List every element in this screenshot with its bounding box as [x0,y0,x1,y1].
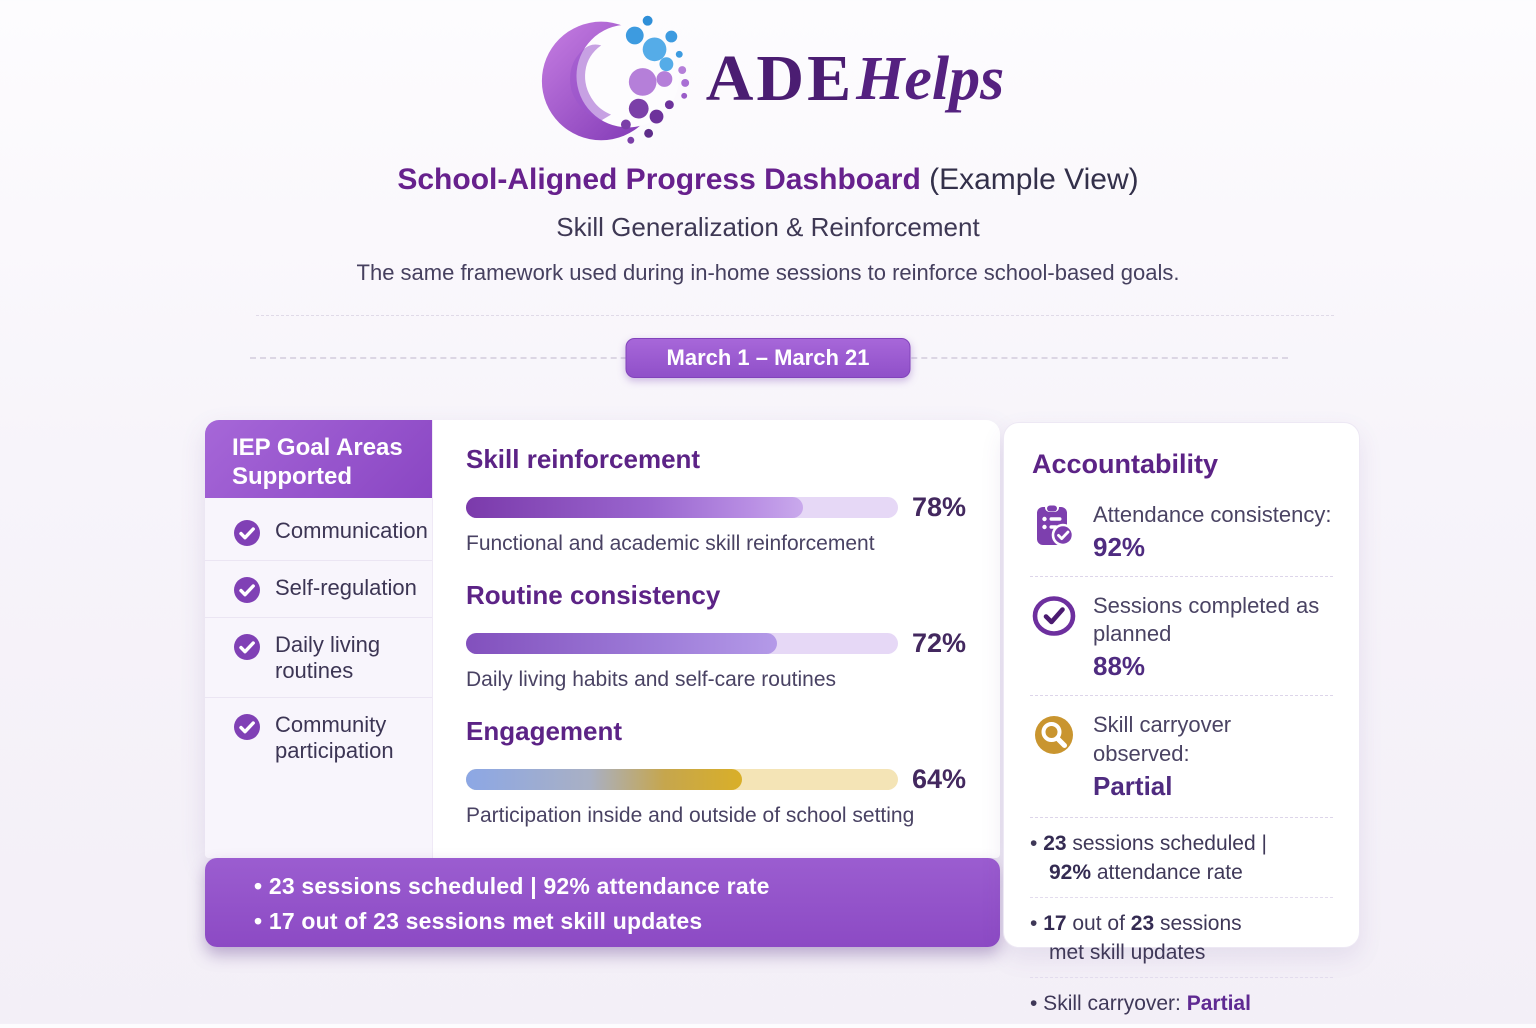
stat-item [1030,576,1333,695]
summary-footer-bar [205,858,1000,947]
metric-caption: Functional and academic skill reinforcement [466,532,875,555]
stat-label: Skill carryover observed: [1093,712,1232,766]
circle-check-icon [1030,592,1078,640]
stat-text [1093,592,1333,682]
progress-bar-row [466,492,966,523]
progress-percent: 64% [911,764,966,794]
progress-bar-track [466,497,898,518]
check-icon [233,633,261,661]
accountability-stats [1030,486,1333,815]
bullet-item [1030,897,1333,977]
stat-value: 92% [1093,532,1146,563]
metric-caption: Daily living habits and self-care routines [466,668,837,691]
face-dots-logo-icon [532,9,700,149]
accountability-title: Accountability [1032,449,1219,479]
goal-item [205,560,432,617]
date-range-row [0,338,1536,380]
sidebar-title: IEP Goal Areas Supported [205,420,432,498]
bullet-item [1030,977,1333,1028]
footer-line-2: • 17 out of 23 sessions met skill updates [254,908,703,934]
metric-block [466,706,966,842]
accountability-bullets [1030,817,1333,1028]
progress-bar-fill [466,497,803,518]
stat-label: Sessions completed as planned [1093,593,1320,647]
footer-line-1: • 23 sessions scheduled | 92% attendance rate [254,873,770,899]
progress-bar-row [466,764,966,795]
bullet-text: • 17 out of 23 sessions met skill updates [1030,911,1242,964]
metric-title: Routine consistency [466,580,721,610]
progress-card [205,420,1000,858]
check-icon [233,576,261,604]
metric-block [466,570,966,706]
goal-list [205,498,432,777]
metric-caption: Participation inside and outside of school setting [466,804,915,827]
metric-block [466,434,966,570]
stat-item [1030,695,1333,814]
progress-bar-fill [466,769,742,790]
stat-text [1093,501,1333,563]
metric-title: Skill reinforcement [466,444,701,474]
accountability-card [1003,422,1360,1015]
stat-label: Attendance consistency: [1093,502,1332,527]
date-range-badge: March 1 – March 21 [626,338,911,378]
check-icon [233,519,261,547]
progress-bar-track [466,633,898,654]
progress-bar-track [466,769,898,790]
metrics-panel [432,420,1000,858]
brand-logo [0,6,1536,152]
goal-label: Self-regulation [275,575,417,600]
progress-percent: 72% [911,628,966,658]
goal-label: Daily living routines [275,632,381,683]
check-icon [233,713,261,741]
stat-value: Partial [1093,770,1173,801]
magnifier-icon [1030,711,1078,759]
brand-name-serif: ADE [705,42,855,115]
page-title [0,163,1536,197]
goal-label: Communication [275,518,428,543]
page-description: The same framework used during in-home sessions to reinforce school-based goals. [356,260,1180,285]
stat-text [1093,711,1333,801]
divider-line [256,315,1334,316]
progress-percent: 78% [911,492,966,522]
goal-label: Community participation [275,711,394,763]
goal-item [205,617,432,697]
page-title-main: School-Aligned Progress Dashboard [397,163,921,196]
stat-value: 88% [1093,651,1146,682]
page-subtitle: Skill Generalization & Reinforcement [556,212,980,242]
bullet-text: • 23 sessions scheduled | 92% attendance rate [1030,831,1267,884]
bullet-text: • Skill carryover: Partial [1030,991,1251,1015]
progress-bar-fill [466,633,777,654]
goal-item [205,697,432,777]
brand-name-script: Helps [856,45,1005,113]
progress-bar-row [466,628,966,659]
bullet-item [1030,818,1333,897]
clipboard-check-icon [1030,501,1078,549]
page-title-suffix: (Example View) [920,163,1139,196]
goal-item [205,504,432,560]
iep-goals-sidebar [205,420,433,858]
stat-item [1030,486,1333,576]
metric-title: Engagement [466,716,623,746]
